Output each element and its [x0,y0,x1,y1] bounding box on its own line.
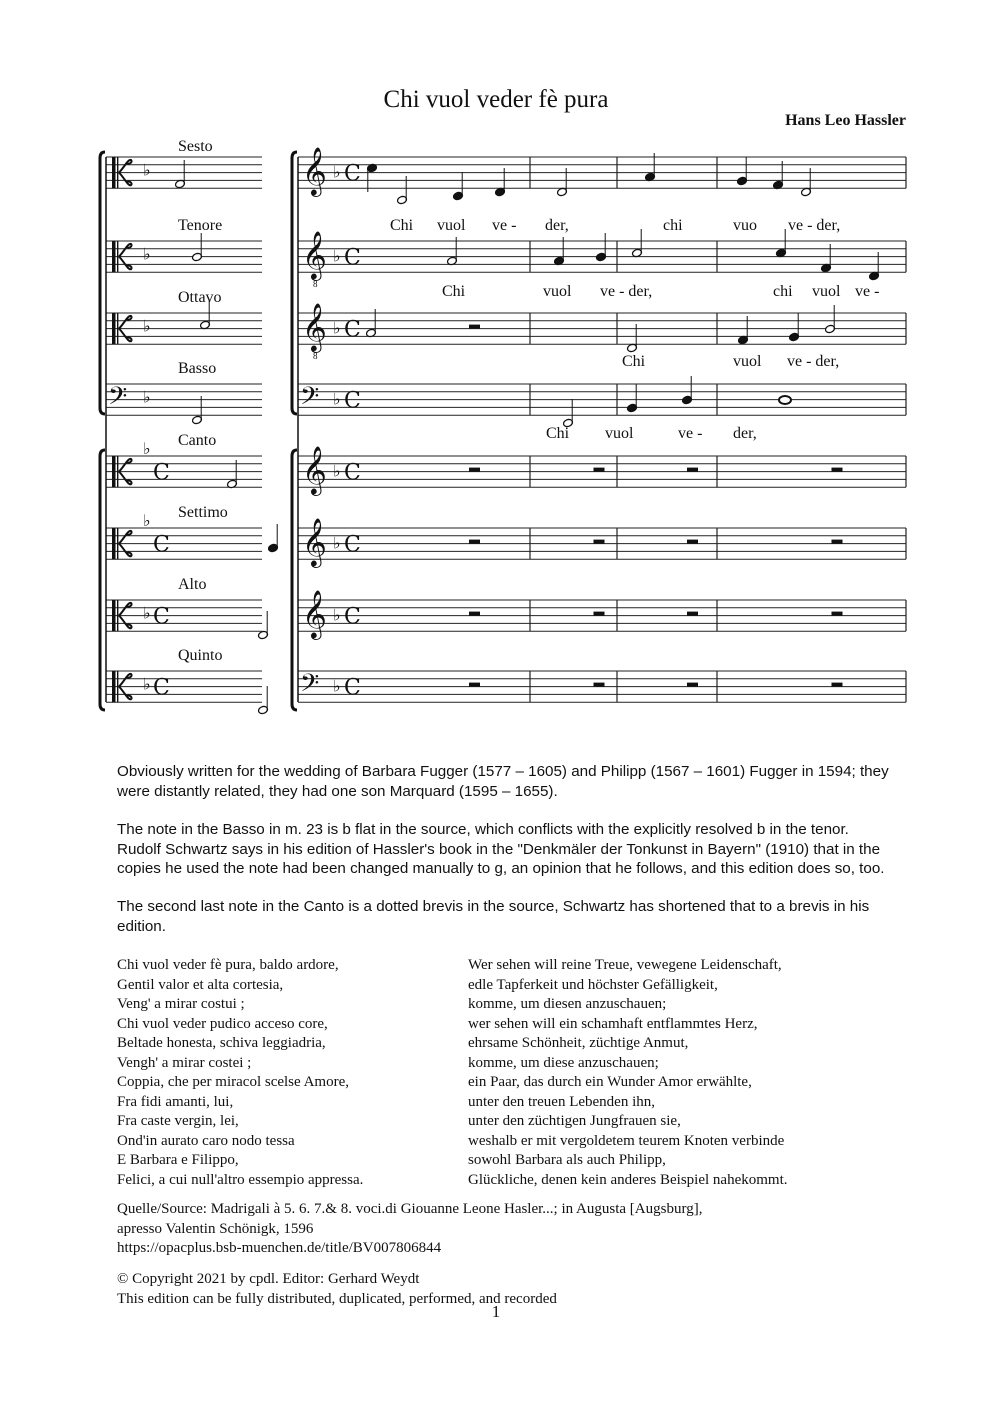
lyric-syllable: der, [733,425,757,442]
source-line: apresso Valentin Schönigk, 1596 [117,1220,314,1237]
bass-clef-icon: 𝄢 [108,381,128,417]
poem-german [468,956,787,1190]
system-bracket [100,152,105,414]
poem-line: E Barbara e Filippo, [117,1152,239,1168]
rest-icon [469,683,480,687]
poem-line: unter den treuen Lebenden ihn, [468,1093,656,1110]
poem-line: Wer sehen will reine Treue, vewegene Leidenschaft, [468,957,782,973]
flat-icon: ♭ [143,160,151,180]
rest-icon [469,612,480,616]
flat-icon: ♭ [333,389,341,409]
flat-icon: ♭ [333,533,341,553]
lyric-syllable: vuo [733,217,757,234]
lyric-syllable: chi [773,283,793,300]
poem-line: komme, um diesen anzuschauen; [468,996,667,1012]
rest-icon [469,325,480,329]
octave-marker: 8 [313,279,318,290]
time-signature-icon: C [344,532,361,558]
rest-icon [594,612,605,616]
rest-icon [687,540,698,544]
flat-icon: ♭ [333,162,341,182]
poem-line: weshalb er mit vergoldetem teurem Knoten verbinde [468,1132,785,1149]
lyric-syllable: ve - der, [787,353,840,370]
lyric-syllable: chi [663,217,683,234]
rest-icon [687,468,698,472]
lyric-syllable: vuol [733,353,762,370]
rest-icon [594,540,605,544]
lyric-syllable: ve - der, [600,283,653,300]
rest-icon [832,468,843,472]
flat-icon: ♭ [143,244,151,264]
treble-clef-icon: 𝄞 [302,517,327,567]
flat-icon: ♭ [333,605,341,625]
voice-name-ottavo: Ottavo [178,289,222,306]
voice-name-tenore: Tenore [178,217,223,234]
time-signature-icon: C [344,388,361,414]
lyric-syllable: ve - der, [788,217,841,234]
time-signature-icon: C [344,604,361,630]
lyric-syllable: ve - [492,217,517,234]
voice-name-basso: Basso [178,360,217,377]
rest-icon [594,468,605,472]
poem-line: ein Paar, das durch ein Wunder Amor erwählte, [468,1074,752,1090]
voice-name-settimo: Settimo [178,504,228,521]
treble-clef-icon: 𝄞 [302,589,327,639]
poem-line: Ond'in aurato caro nodo tessa [117,1132,295,1149]
lyric-syllable: vuol [605,425,634,442]
poem-line: Gentil valor et alta cortesia, [117,976,284,993]
flat-icon: ♭ [333,318,341,338]
flat-icon: ♭ [143,603,151,623]
poem-line: unter den züchtigen Jungfrauen sie, [468,1113,681,1129]
time-signature-icon: C [153,604,170,630]
time-signature-icon: C [344,161,361,187]
poem-line: ehrsame Schönheit, züchtige Anmut, [468,1035,689,1051]
lyric-syllable: der, [545,217,569,234]
note-paragraph-wedding: Obviously written for the wedding of Barbara Fugger (1577 – 1605) and Philipp (1567 – 1601) Fugger in 1594; they were distantly related, they had one son Marquard (1595 – 1655). [117,763,889,800]
lyric-syllable: Chi [622,353,646,370]
lyric-syllable: ve - [678,425,703,442]
whole-note [779,396,791,404]
octave-marker: 8 [313,351,318,362]
poem-line: Chi vuol veder pudico acceso core, [117,1015,328,1032]
flat-icon: ♭ [143,674,151,694]
poem-line: Fra fidi amanti, lui, [117,1093,234,1110]
treble-clef-icon: 𝄞 [302,445,327,495]
time-signature-icon: C [344,675,361,701]
poem-line: Felici, a cui null'altro essempio appressa. [117,1171,364,1188]
license-line: This edition can be fully distributed, duplicated, performed, and recorded [117,1290,557,1307]
source-line: Quelle/Source: Madrigali à 5. 6. 7.& 8. voci.di Giouanne Leone Hasler...; in Augusta [Augsburg], [117,1201,703,1217]
rest-icon [594,683,605,687]
time-signature-icon: C [153,675,170,701]
poem-line: Chi vuol veder fè pura, baldo ardore, [117,957,339,973]
flat-icon: ♭ [143,387,151,407]
poem-line: Coppia, che per miracol scelse Amore, [117,1074,350,1090]
rest-icon [687,612,698,616]
poem-line: Beltade honesta, schiva leggiadria, [117,1035,326,1051]
system-bracket [292,152,297,414]
page-number: 1 [491,1302,501,1321]
rest-icon [469,540,480,544]
time-signature-icon: C [344,460,361,486]
time-signature-icon: C [153,460,170,486]
flat-icon: ♭ [333,461,341,481]
treble-clef-icon: 𝄞 [302,230,327,280]
lyric-syllable: vuol [812,283,841,300]
lyric-syllable: Chi [390,217,414,234]
system-bracket [292,450,297,710]
time-signature-icon: C [153,532,170,558]
note-paragraph-basso: The note in the Basso in m. 23 is b flat in the source, which conflicts with the explicitly resolved b in the tenor. Rudolf Schwartz says in his edition of Hassler's book in the "Denkmäler der Tonkunst in Bayern" (1910) that in the copies he used the note had been changed manually to g, an opinion that he follows, and this edition does so, too. [117,821,885,877]
bass-clef-icon: 𝄢 [300,381,320,417]
poem-line: Fra caste vergin, lei, [117,1113,239,1129]
voice-name-canto: Canto [178,432,217,449]
time-signature-icon: C [344,245,361,271]
treble-clef-icon: 𝄞 [302,302,327,352]
flat-icon: ♭ [333,246,341,266]
rest-icon [832,540,843,544]
rest-icon [469,468,480,472]
voice-name-sesto: Sesto [178,138,213,155]
lyric-syllable: Chi [442,283,466,300]
composer-name: Hans Leo Hassler [785,112,906,129]
treble-clef-icon: 𝄞 [302,146,327,196]
poem-line: wer sehen will ein schamhaft entflammtes Herz, [468,1015,758,1032]
poem-line: Glückliche, denen kein anderes Beispiel nahekommt. [468,1171,788,1188]
poem-line: komme, um diese anzuschauen; [468,1054,659,1071]
poem-line: Veng' a mirar costui ; [117,996,245,1012]
poem-line: edle Tapferkeit und höchster Gefälligkeit, [468,976,718,993]
bass-clef-icon: 𝄢 [300,668,320,704]
copyright-line: © Copyright 2021 by cpdl. Editor: Gerhard Weydt [117,1271,420,1287]
flat-icon: ♭ [143,511,151,530]
time-signature-icon: C [344,317,361,343]
note-paragraph-canto: The second last note in the Canto is a dotted brevis in the source, Schwartz has shortened that to a brevis in his edition. [117,898,870,935]
flat-icon: ♭ [143,316,151,336]
source-url: https://opacplus.bsb-muenchen.de/title/BV007806844 [117,1240,442,1256]
poem-italian [117,956,363,1190]
lyric-syllable: vuol [437,217,466,234]
page-title: Chi vuol veder fè pura [383,86,609,113]
voice-name-alto: Alto [178,576,207,593]
lyric-syllable: Chi [546,425,570,442]
flat-icon: ♭ [143,439,151,458]
poem-line: Vengh' a mirar costei ; [117,1054,252,1071]
poem-line: sowohl Barbara als auch Philipp, [468,1152,666,1168]
flat-icon: ♭ [333,676,341,696]
system-bracket [100,450,105,710]
rest-icon [687,683,698,687]
voice-name-quinto: Quinto [178,647,223,664]
source-info [117,1200,702,1259]
rest-icon [832,683,843,687]
lyric-syllable: vuol [543,283,572,300]
lyric-syllable: ve - [855,283,880,300]
rest-icon [832,612,843,616]
